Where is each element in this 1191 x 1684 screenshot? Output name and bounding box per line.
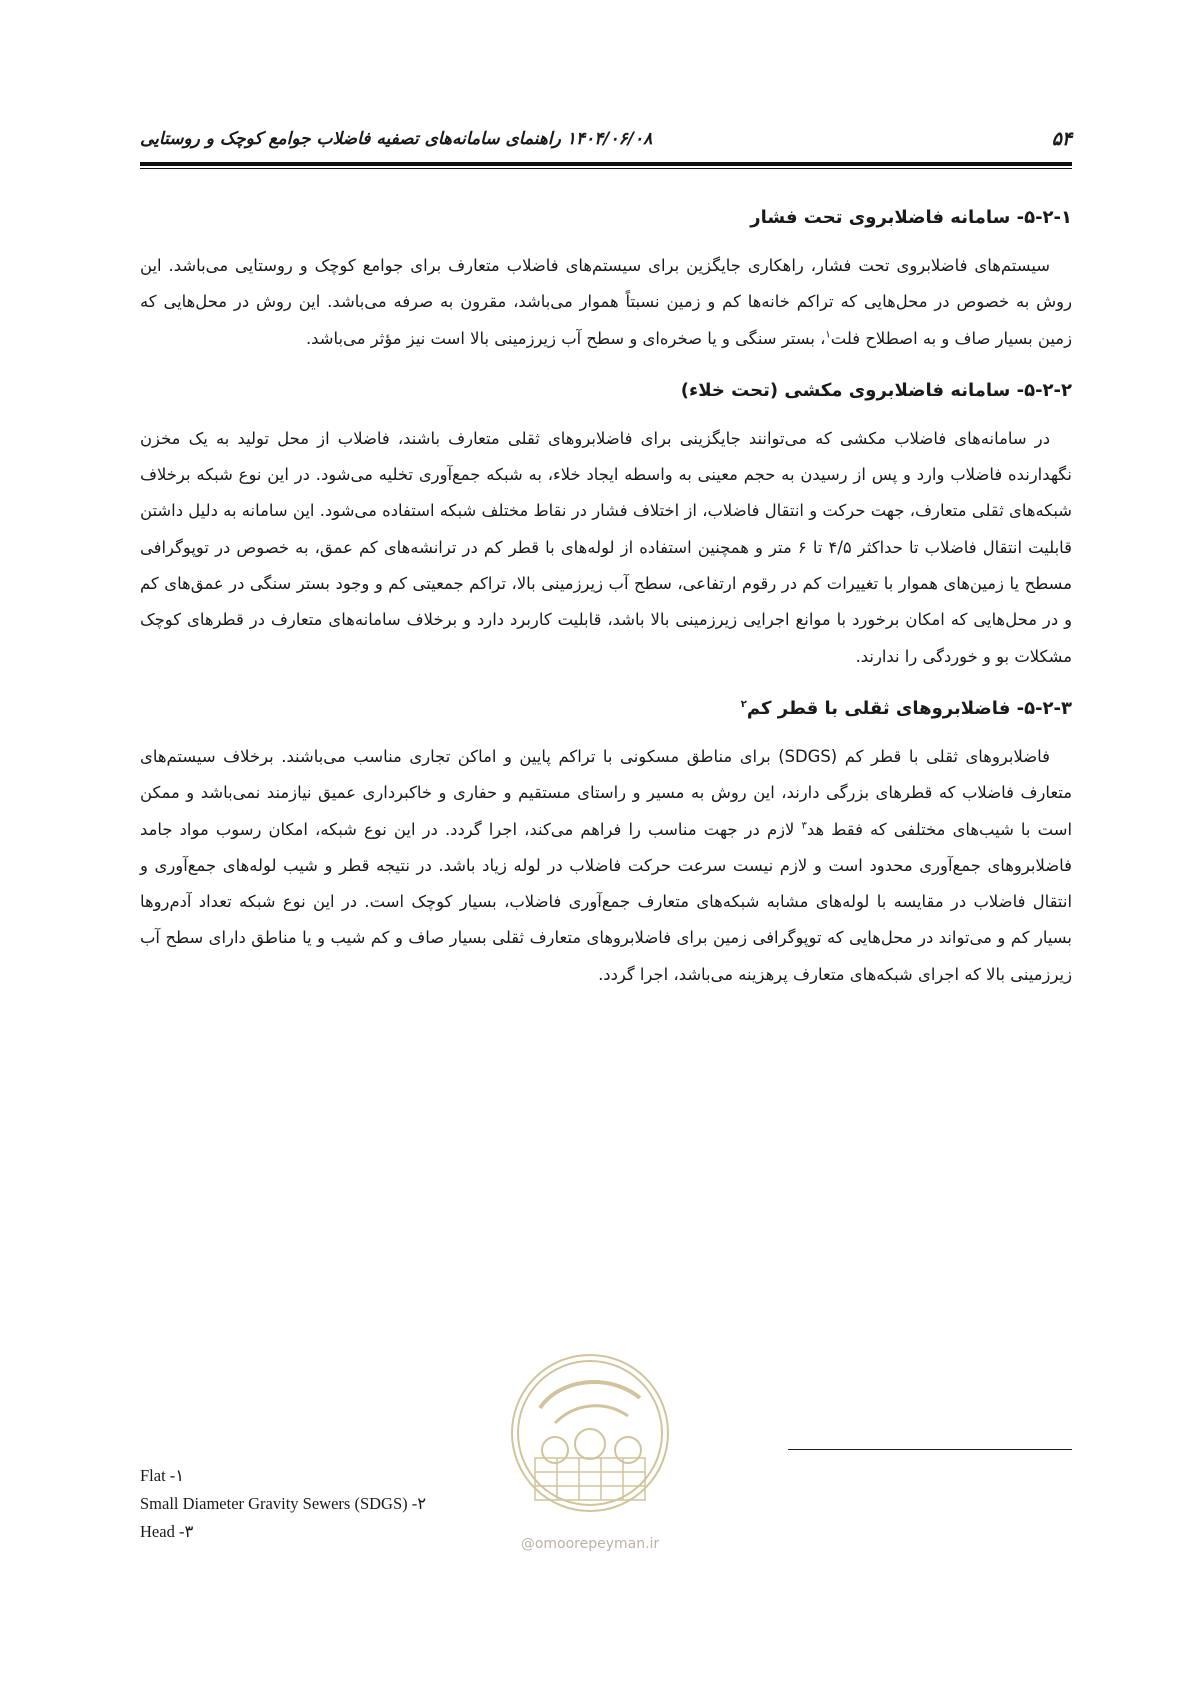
watermark-logo — [500, 1338, 680, 1558]
paragraph-text: فاضلابروهای ثقلی با قطر کم (SDGS) برای مناطق مسکونی با تراکم پایین و اماکن تجاری مناسب می‌باشند. برخلاف سیستم‌های متعارف فاضلاب که قطرهای بزرگی دارند، این روش به مسیر و راستای مستقیم و حفاری و خاکبرداری عمیق نیازمند نمی‌باشد و ممکن است با شیب‌های مختلفی که فقط هد — [140, 746, 1072, 839]
footnote-ref: ۳ — [801, 820, 807, 832]
footnote-2 — [140, 1490, 426, 1518]
footnote-ref: ۱ — [825, 329, 831, 341]
footnote-text: Small Diameter Gravity Sewers (SDGS) — [140, 1494, 408, 1513]
paragraph-text: سیستم‌های فاضلابروی تحت فشار، راهکاری جایگزین برای سیستم‌های فاضلاب متعارف برای جوامع کوچک و روستایی می‌باشد. این روش به خصوص در محل‌هایی که تراکم خانه‌ها کم و زمین نسبتاً هموار می‌باشد، مقرون به صرفه می‌باشد. این روش در محل‌هایی که زمین بسیار صاف و به اصطلاح فلت — [140, 256, 1072, 348]
page-header — [140, 126, 1072, 156]
section-heading-pressure-sewer: ۵-۲-۱- سامانه فاضلابروی تحت فشار — [750, 207, 1072, 228]
footnote-1 — [140, 1462, 426, 1490]
footnote-ref: ۲ — [740, 698, 747, 710]
main-content — [140, 188, 1072, 997]
paragraph-pressure-sewer — [140, 248, 1072, 357]
header-rule — [140, 162, 1072, 166]
page-number: ۵۴ — [1051, 128, 1072, 150]
footnote-text: Flat — [140, 1466, 166, 1485]
running-title: ۱۴۰۴/۰۶/۰۸ راهنمای سامانه‌های تصفیه فاضلاب جوامع کوچک و روستایی — [140, 129, 653, 149]
paragraph-text: لازم در جهت مناسب را فراهم می‌کند، اجرا گردد. در این نوع شبکه، امکان رسوب مواد جامد فاضلابروهای جمع‌آوری محدود است و لازم نیست سرعت حرکت فاضلاب در لوله زیاد باشد. در نتیجه قطر و شیب لوله‌های جمع‌آوری و انتقال فاضلاب در مقایسه با لوله‌های مشابه شبکه‌های متعارف جمع‌آوری فاضلاب، بسیار کوچک است. در این نوع شبکه تعداد آدم‌روها بسیار کم و می‌تواند در محل‌هایی که توپوگرافی زمین برای فاضلابروهای متعارف ثقلی بسیار صاف و کم شیب و یا مناطق دارای سطح آب زیرزمینی بالا که اجرای شبکه‌های متعارف پرهزینه می‌باشد، اجرا گردد. — [140, 819, 1072, 984]
section-heading-vacuum-sewer: ۵-۲-۲- سامانه فاضلابروی مکشی (تحت خلاء) — [680, 379, 1072, 401]
section-heading-sdgs — [140, 679, 1072, 739]
heading-text: ۵-۲-۳- فاضلابروهای ثقلی با قطر کم — [746, 697, 1072, 719]
footnote-text: Head — [140, 1522, 175, 1541]
footnote-number: ۱- — [169, 1466, 185, 1485]
header-rule-thin — [140, 168, 1072, 169]
paragraph-vacuum-sewer: در سامانه‌های فاضلاب مکشی که می‌توانند جایگزینی برای فاضلابروهای ثقلی متعارف باشند، فاضلاب از محل تولید به یک مخزن نگهدارنده فاضلاب وارد و پس از رسیدن به حجم معینی به واسطه ایجاد خلاء، به شبکه جمع‌آوری تخلیه می‌شود. در این نوع شبکه برخلاف شبکه‌های ثقلی متعارف، جهت حرکت و انتقال فاضلاب، از اختلاف فشار در نقاط مختلف شبکه استفاده می‌شود. این سامانه به دلیل داشتن قابلیت انتقال فاضلاب تا حداکثر ۴/۵ تا ۶ متر و همچنین استفاده از لوله‌های با قطر کم در ترانشه‌های کم عمق، به خصوص در توپوگرافی مسطح یا زمین‌های هموار با تغییرات کم در رقوم ارتفاعی، سطح آب زیرزمینی بالا، تراکم جمعیتی کم و وجود بستر سنگی در عمق‌های کم و در محل‌هایی که امکان برخورد با موانع اجرایی زیرزمینی بالا باشد، قابلیت کاربرد دارد و برخلاف سامانه‌های متعارف در قطرهای کوچک مشکلات بو و خوردگی را ندارند. — [140, 428, 1072, 666]
footnotes — [140, 1462, 426, 1546]
watermark-url: @omoorepeyman.ir — [520, 1536, 660, 1552]
footnote-number: ۲- — [411, 1494, 427, 1513]
paragraph-sdgs — [140, 739, 1072, 993]
footnote-separator — [788, 1449, 1072, 1450]
footnote-number: ۳- — [178, 1522, 194, 1541]
paragraph-text: ، بستر سنگی و یا صخره‌ای و سطح آب زیرزمینی بالا است نیز مؤثر می‌باشد. — [305, 328, 826, 348]
footnote-3 — [140, 1518, 426, 1546]
